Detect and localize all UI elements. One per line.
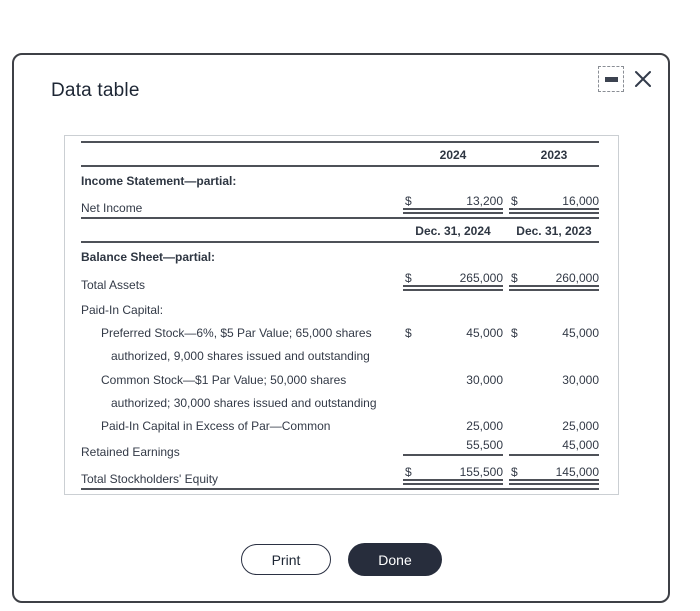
dollar-sign: $ — [405, 194, 412, 208]
dollar-sign: $ — [511, 326, 518, 340]
excess-par-2023: 25,000 — [562, 419, 599, 433]
double-rule — [509, 208, 599, 214]
table-rule — [81, 217, 599, 219]
minimize-icon — [605, 77, 618, 82]
data-table-dialog — [12, 53, 670, 603]
table-rule — [81, 488, 599, 490]
net-income-label: Net Income — [81, 201, 143, 215]
col-header-dec-2023: Dec. 31, 2023 — [516, 224, 592, 238]
dollar-sign: $ — [405, 465, 412, 479]
total-equity-2024: 155,500 — [459, 465, 503, 479]
total-equity-label: Total Stockholders' Equity — [81, 472, 219, 486]
double-rule — [403, 285, 503, 291]
print-button[interactable] — [241, 544, 331, 575]
dollar-sign: $ — [405, 271, 412, 285]
total-equity-2023: 145,000 — [555, 465, 599, 479]
excess-par-label: Paid-In Capital in Excess of Par—Common — [101, 419, 331, 433]
col-header-2024: 2024 — [439, 148, 467, 162]
retained-earnings-label: Retained Earnings — [81, 445, 180, 459]
col-header-2023: 2023 — [540, 148, 568, 162]
preferred-stock-2023: 45,000 — [562, 326, 599, 340]
dollar-sign: $ — [511, 194, 518, 208]
table-rule — [81, 165, 599, 167]
preferred-stock-label: Preferred Stock—6%, $5 Par Value; 65,000 shares — [101, 326, 372, 340]
minimize-button[interactable] — [598, 66, 624, 92]
net-income-2024: 13,200 — [466, 194, 503, 208]
retained-earnings-2024: 55,500 — [466, 438, 503, 452]
table-rule — [81, 141, 599, 143]
dollar-sign: $ — [405, 326, 412, 340]
common-stock-2023: 30,000 — [562, 373, 599, 387]
close-icon — [632, 68, 654, 90]
net-income-2023: 16,000 — [562, 194, 599, 208]
double-rule — [509, 479, 599, 485]
double-rule — [403, 479, 503, 485]
done-button[interactable] — [348, 543, 442, 576]
retained-earnings-2023: 45,000 — [562, 438, 599, 452]
done-button-label: Done — [378, 551, 412, 568]
common-stock-2024: 30,000 — [466, 373, 503, 387]
balance-sheet-section-label: Balance Sheet—partial: — [81, 250, 216, 264]
dialog-title: Data table — [51, 80, 140, 101]
preferred-stock-label-line2: authorized, 9,000 shares issued and outstanding — [111, 349, 370, 363]
common-stock-label-line2: authorized; 30,000 shares issued and outstanding — [111, 396, 377, 410]
table-rule — [81, 241, 599, 243]
single-rule — [509, 454, 599, 456]
total-assets-label: Total Assets — [81, 278, 146, 292]
col-header-dec-2024: Dec. 31, 2024 — [415, 224, 491, 238]
preferred-stock-2024: 45,000 — [466, 326, 503, 340]
excess-par-2024: 25,000 — [466, 419, 503, 433]
common-stock-label: Common Stock—$1 Par Value; 50,000 shares — [101, 373, 347, 387]
total-assets-2024: 265,000 — [459, 271, 503, 285]
financial-table — [64, 135, 619, 495]
paid-in-capital-heading: Paid-In Capital: — [81, 303, 164, 317]
close-button[interactable] — [632, 68, 654, 90]
double-rule — [403, 208, 503, 214]
double-rule — [509, 285, 599, 291]
dollar-sign: $ — [511, 465, 518, 479]
single-rule — [403, 454, 503, 456]
income-statement-section-label: Income Statement—partial: — [81, 174, 237, 188]
print-button-label: Print — [271, 551, 301, 568]
total-assets-2023: 260,000 — [555, 271, 599, 285]
dollar-sign: $ — [511, 271, 518, 285]
